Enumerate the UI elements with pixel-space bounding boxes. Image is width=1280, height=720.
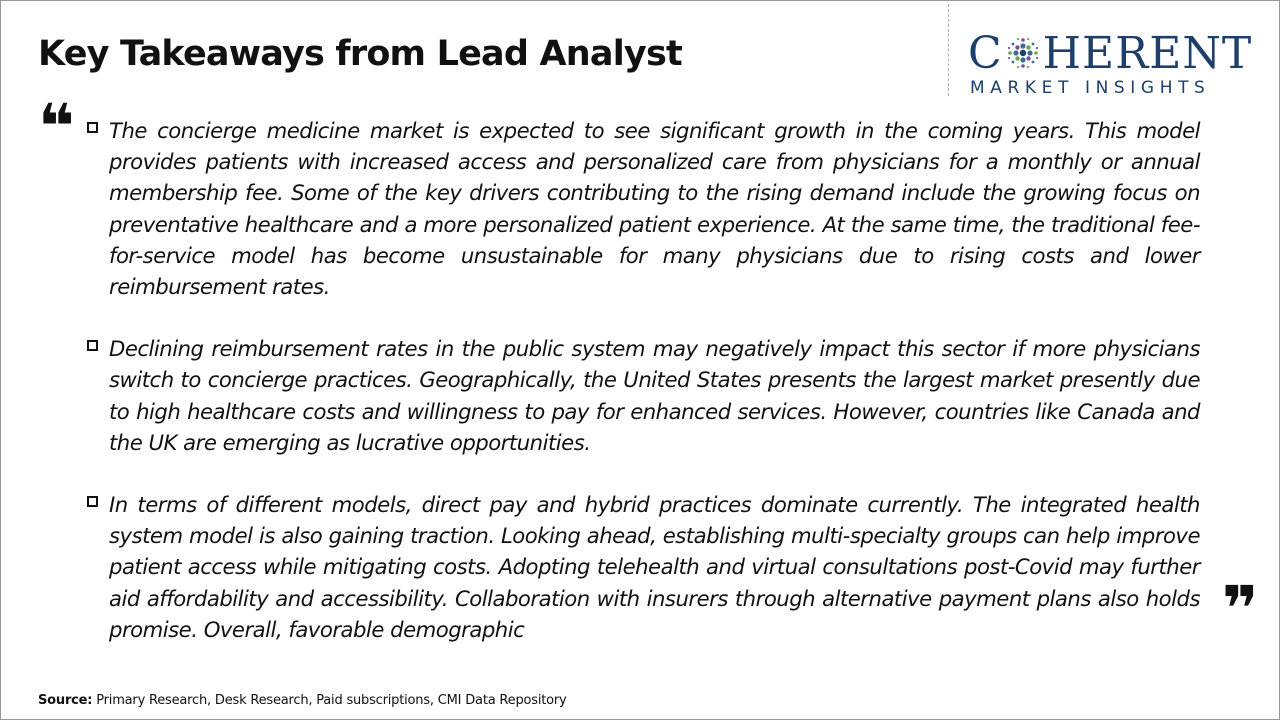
takeaway-item — [86, 489, 1200, 645]
checkbox-bullet-icon — [87, 122, 98, 133]
close-quote-icon: ❞ — [1222, 572, 1259, 645]
checkbox-bullet-icon — [87, 340, 98, 351]
takeaway-item — [86, 333, 1200, 458]
logo-subtitle: MARKET INSIGHTS — [970, 78, 1211, 98]
checkbox-bullet-icon — [87, 496, 98, 507]
logo-wordmark — [968, 30, 1252, 78]
logo-letters-herent: HERENT — [1042, 28, 1253, 79]
logo-letter-c: C — [968, 28, 1003, 79]
takeaway-text: Declining reimbursement rates in the public system may negatively impact this sector if more physicians switch to concierge practices. Geographically, the United States presents the largest market presently due to high healthcare costs and willingness to pay for enhanced services. However, countries like Canada and the UK are emerging as lucrative opportunities. — [109, 336, 1200, 455]
header-divider — [948, 4, 949, 96]
source-text: Primary Research, Desk Research, Paid subscriptions, CMI Data Repository — [92, 693, 567, 708]
takeaways-list — [86, 115, 1200, 676]
takeaway-item — [86, 115, 1200, 302]
open-quote-icon: ❝ — [38, 90, 75, 163]
source-label: Source: — [38, 693, 93, 708]
takeaway-text: In terms of different models, direct pay and hybrid practices dominate currently. The integrated health system model is also gaining traction. Looking ahead, establishing multi-specialty groups can help improve patient access while mitigating costs. Adopting telehealth and virtual consultations post-Covid may further aid affordability and accessibility. Collaboration with insurers through alternative payment plans also holds promise. Overall, favorable demographic — [109, 492, 1200, 642]
source-note — [38, 693, 567, 708]
logo-globe-icon — [1004, 34, 1042, 72]
company-logo — [968, 30, 1260, 100]
takeaway-text: The concierge medicine market is expected to see significant growth in the coming years. This model provides patients with increased access and personalized care from physicians for a monthly or annual membership fee. Some of the key drivers contributing to the rising demand include the growing focus on preventative healthcare and a more personalized patient experience. At the same time, the traditional fee-for-service model has become unsustainable for many physicians due to rising costs and lower reimbursement rates. — [109, 118, 1200, 300]
page-title: Key Takeaways from Lead Analyst — [38, 34, 682, 74]
